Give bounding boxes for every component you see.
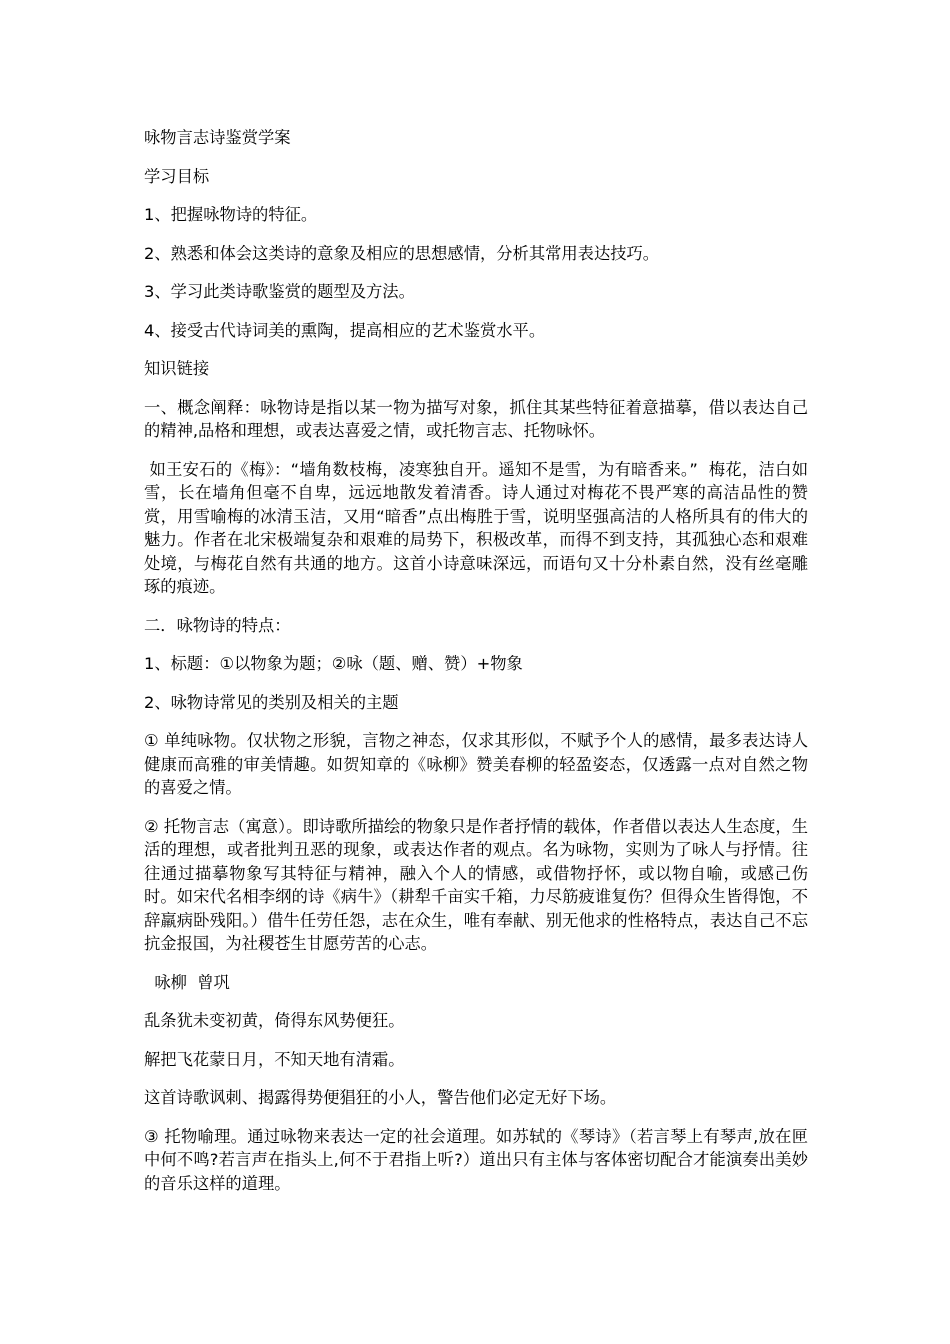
category-paragraph-2: ② 托物言志（寓意）。即诗歌所描绘的物象只是作者抒情的载体，作者借以表达人生态度，生活的理想，或者批判丑恶的现象，或表达作者的观点。名为咏物，实则为了咏人与抒情。往往通过描摹物象写其特征与精神，融入个人的情感，或借物抒怀，或以物自喻，或感己伤时。如宋代名相李纲的诗《病牛》（耕犁千亩实千箱，力尽筋疲谁复伤？但得众生皆得饱，不辞羸病卧残阳。）借牛任劳任怨，志在众生，唯有奉献、别无他求的性格特点，表达自己不忘抗金报国，为社稷苍生甘愿劳苦的心志。 <box>144 816 808 953</box>
section-heading-goals: 学习目标 <box>144 166 210 186</box>
goal-item-1: 1、把握咏物诗的特征。 <box>144 205 318 224</box>
poem-line-2: 解把飞花蒙日月，不知天地有清霜。 <box>144 1049 405 1069</box>
section-heading-knowledge: 知识链接 <box>144 359 210 378</box>
goal-item-3: 3、学习此类诗歌鉴赏的题型及方法。 <box>144 282 415 301</box>
poem-comment: 这首诗歌讽刺、揭露得势便猖狂的小人，警告他们必定无好下场。 <box>144 1088 617 1107</box>
poem-line-1: 乱条犹未变初黄，倚得东风势便狂。 <box>144 1011 405 1030</box>
section-heading-features: 二．咏物诗的特点： <box>144 615 291 635</box>
feature-item-2: 2、咏物诗常见的类别及相关的主题 <box>144 692 399 712</box>
poem-title: 咏柳 曾巩 <box>144 972 230 992</box>
goal-item-4: 4、接受古代诗词美的熏陶，提高相应的艺术鉴赏水平。 <box>144 320 546 340</box>
document-page <box>144 126 808 1210</box>
feature-item-1: 1、标题：①以物象为题；②咏（题、赠、赞）+物象 <box>144 654 523 673</box>
category-paragraph-1: ① 单纯咏物。仅状物之形貌，言物之神态，仅求其形似，不赋予个人的感情，最多表达诗人健康而高雅的审美情趣。如贺知章的《咏柳》赞美春柳的轻盈姿态，仅透露一点对自然之物的喜爱之情。 <box>144 731 808 797</box>
goal-item-2: 2、熟悉和体会这类诗的意象及相应的思想感情，分析其常用表达技巧。 <box>144 243 660 263</box>
concept-paragraph: 一、概念阐释：咏物诗是指以某一物为描写对象，抓住其某些特征着意描摹，借以表达自己的精神,品格和理想，或表达喜爱之情，或托物言志、托物咏怀。 <box>144 397 808 440</box>
category-paragraph-3: ③ 托物喻理。通过咏物来表达一定的社会道理。如苏轼的《琴诗》（若言琴上有琴声,放在匣中何不鸣?若言声在指头上,何不于君指上听?）道出只有主体与客体密切配合才能演奏出美妙的音乐这样的道理。 <box>144 1126 808 1193</box>
document-title: 咏物言志诗鉴赏学案 <box>144 128 291 147</box>
example-mei-paragraph: 如王安石的《梅》：“墙角数枝梅，凌寒独自开。遥知不是雪，为有暗香来。” 梅花，洁白如雪，长在墙角但毫不自卑，远远地散发着清香。诗人通过对梅花不畏严寒的高洁品性的赞赏，用雪喻梅的冰清玉洁，又用“暗香”点出梅胜于雪，说明坚强高洁的人格所具有的伟大的魅力。作者在北宋极端复杂和艰难的局势下，积极改革，而得不到支持，其孤独心态和艰难处境，与梅花自然有共通的地方。这首小诗意味深远，而语句又十分朴素自然，没有丝毫雕琢的痕迹。 <box>144 459 808 596</box>
